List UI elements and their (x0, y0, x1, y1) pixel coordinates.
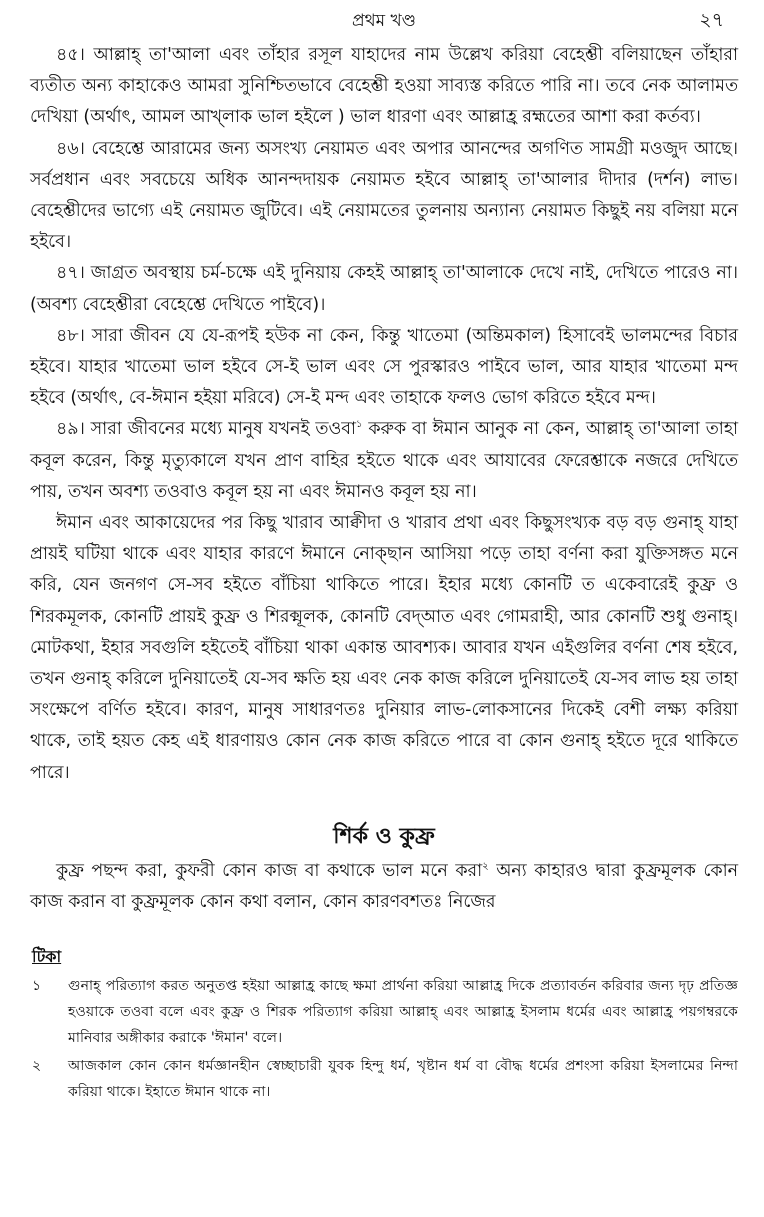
section-paragraph-text-a: কুফ্র পছন্দ করা, কুফরী কোন কাজ বা কথাকে ভাল মনে করা (56, 861, 483, 882)
section-heading: শির্ক ও কুফ্র (333, 823, 435, 849)
paragraph-49-text-a: ৪৯। সারা জীবনের মধ্যে মানুষ যখনই তওবা (56, 419, 356, 440)
footnote-number: ১ (32, 978, 42, 995)
section-paragraph (30, 856, 738, 918)
paragraph-46: ৪৬। বেহেশ্তে আরামের জন্য অসংখ্য নেয়ামত এবং অপার আনন্দের অগণিত সামগ্রী মওজুদ আছে। সর্বপ্রধান এবং সবচেয়ে অধিক আনন্দদায়ক নেয়ামত হইবে আল্লাহ্ তা'আলার দীদার (দর্শন) লাভ। বেহেশ্তীদের ভাগ্যে এই নেয়ামত জুটিবে। এই নেয়ামতের তুলনায় অন্যান্য নেয়ামত কিছুই নয় বলিয়া মনে হইবে। (30, 138, 738, 253)
footnote-ref-2: ২ (482, 861, 489, 873)
page-number: ২৭ (699, 9, 724, 31)
paragraph-intro: ঈমান এবং আকায়েদের পর কিছু খারাব আক্বীদা ও খারাব প্রথা এবং কিছুসংখ্যক বড় বড় গুনাহ্ যাহা প্রায়ই ঘটিয়া থাকে এবং যাহার কারণে ঈমানে নোক্ছান আসিয়া পড়ে তাহা বর্ণনা করা যুক্তিসঙ্গত মনে করি, যেন জনগণ সে-সব হইতে বাঁচিয়া থাকিতে পারে। ইহার মধ্যে কোনটি ত একেবারেই কুফ্র ও শিরকমূলক, কোনটি প্রায়ই কুফ্র ও শিরক্মূলক, কোনটি বেদ্আত এবং গোমরাহী, আর কোনটি শুধু গুনাহ্। মোটকথা, ইহার সবগুলি হইতেই বাঁচিয়া থাকা একান্ত আবশ্যক। আবার যখন এইগুলির বর্ণনা শেষ হইবে, তখন গুনাহ্ করিলে দুনিয়াতেই যে-সব ক্ষতি হয় এবং নেক কাজ করিলে দুনিয়াতেই যে-সব লাভ হয় তাহা সংক্ষেপে বর্ণিত হইবে। কারণ, মানুষ সাধারণতঃ দুনিয়ার লাভ-লোকসানের দিকেই বেশী লক্ষ্য করিয়া থাকে, তাই হয়ত কেহ এই ধারণায়ও কোন নেক কাজ করিতে পারে বা কোন গুনাহ্ হইতে দূরে থাকিতে পারে। (30, 513, 738, 783)
paragraph-49-text-b: করুক বা ঈমান আনুক না কেন, আল্লাহ্ তা'আলা তাহা কবূল করেন, কিন্তু মৃত্যুকালে যখন প্রাণ বাহির হইতে থাকে এবং আযাবের ফেরেশ্তাকে নজরে দেখিতে পায়, তখন অবশ্য তওবাও কবূল হয় না এবং ঈমানও কবূল হয় না। (30, 419, 739, 502)
footnotes-title: টিকা (32, 947, 62, 967)
footnote-text: গুনাহ্ পরিত্যাগ করত অনুতপ্ত হইয়া আল্লাহ্র কাছে ক্ষমা প্রার্থনা করিয়া আল্লাহ্র দিকে প্রত্যাবর্তন করিবার জন্য দৃঢ় প্রতিজ্ঞ হওয়াকে তওবা বলে এবং কুফ্র ও শিরক পরিত্যাগ করিয়া আল্লাহ্ এবং আল্লাহ্র ইসলাম ধর্মের এবং আল্লাহ্র পয়গম্বরকে মানিবার অঙ্গীকার করাকে 'ঈমান' বলে। (68, 978, 738, 1047)
paragraph-48: ৪৮। সারা জীবন যে যে-রূপই হউক না কেন, কিন্তু খাতেমা (অন্তিমকাল) হিসাবেই ভালমন্দের বিচার হইবে। যাহার খাতেমা ভাল হইবে সে-ই ভাল এবং সে পুরস্কারও পাইবে ভাল, আর যাহার খাতেমা মন্দ হইবে (অর্থাৎ, বে-ঈমান হইয়া মরিবে) সে-ই মন্দ এবং তাহাকে ফলও ভোগ করিতে হইবে মন্দ। (30, 325, 738, 409)
paragraph-49 (30, 414, 738, 508)
footnote-text: আজকাল কোন কোন ধর্মজ্ঞানহীন স্বেচ্ছাচারী যুবক হিন্দু ধর্ম, খৃষ্টান ধর্ম বা বৌদ্ধ ধর্মের প্রশংসা করিয়া ইসলামের নিন্দা করিয়া থাকে। ইহাতে ঈমান থাকে না। (68, 1058, 738, 1101)
footnotes (30, 973, 738, 1105)
page-header (30, 0, 738, 40)
paragraph-47: ৪৭। জাগ্রত অবস্থায় চর্ম-চক্ষে এই দুনিয়ায় কেহই আল্লাহ্ তা'আলাকে দেখে নাই, দেখিতে পারেও না। (অবশ্য বেহেশ্তীরা বেহেশ্তে দেখিতে পাইবে)। (30, 263, 738, 315)
running-title: প্রথম খণ্ড (351, 11, 417, 31)
footnote-ref-1: ১ (355, 419, 363, 431)
footnote-1 (30, 973, 738, 1051)
paragraph-45: ৪৫। আল্লাহ্ তা'আলা এবং তাঁহার রসূল যাহাদের নাম উল্লেখ করিয়া বেহেশ্তী বলিয়াছেন তাঁহারা ব্যতীত অন্য কাহাকেও আমরা সুনিশ্চিতভাবে বেহেশ্তী হওয়া সাব্যস্ত করিতে পারি না। তবে নেক আলামত দেখিয়া (অর্থাৎ, আমল আখ্লাক ভাল হইলে ) ভাল ধারণা এবং আল্লাহ্র রহ্মতের আশা করা কর্তব্য। (30, 45, 738, 128)
section-paragraph-text-b: অন্য কাহারও দ্বারা কুফ্রমূলক কোন কাজ করান বা কুফ্রমূলক কোন কথা বলান, কোন কারণবশতঃ নিজের (30, 861, 738, 913)
footnote-number: ২ (32, 1058, 42, 1075)
main-text (30, 40, 738, 918)
footnote-2 (30, 1053, 738, 1105)
